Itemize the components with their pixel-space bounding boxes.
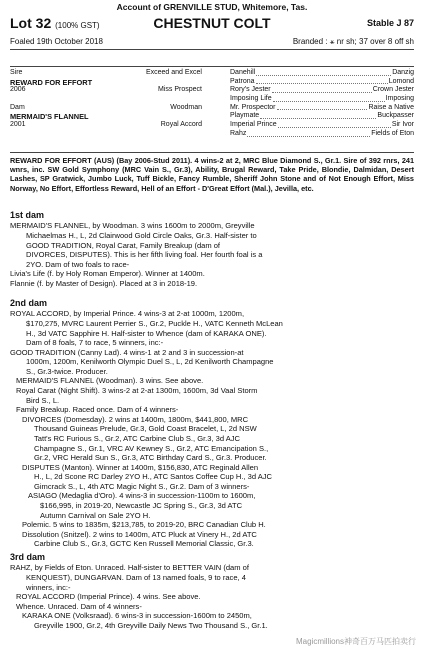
produce-record: MERMAID'S FLANNEL (Woodman). 3 wins. See above. <box>16 376 204 386</box>
leader-dots <box>256 78 388 85</box>
pedigree-row <box>230 130 414 139</box>
pedigree-parent-name: Woodman <box>170 103 202 111</box>
pedigree-row <box>10 95 202 104</box>
produce-record: Livia's Life (f. by Holy Roman Emperor). Winner at 1400m. <box>10 269 205 279</box>
pedigree-name: MERMAID'S FLANNEL <box>10 112 89 122</box>
first-dam-section <box>10 206 414 288</box>
grand-produce-record: Thousand Guineas Prelude, Gr.3, Gold Coast Bracelet, L, 2d NSW <box>34 424 257 434</box>
pedigree-parent-name: Raise a Native <box>368 103 414 111</box>
stable-number: Stable J 87 <box>366 18 414 28</box>
leader-dots <box>272 86 372 93</box>
pedigree-name: REWARD FOR EFFORT <box>10 77 93 87</box>
first-dam-line: Michaelmas H., L, 2d Clairwood Gold Circle Oaks, Gr.3. Half-sister to <box>26 231 257 240</box>
third-dam-line: RAHZ, by Fields of Eton. Unraced. Half-sister to BETTER VAIN (dam of <box>10 563 249 573</box>
grand-produce-record: Tatt's RC Furious S., Gr.2, ATC Carbine Club S., Gr.3, 3d AJC <box>34 433 240 443</box>
leader-dots <box>273 95 385 102</box>
pedigree-name: 2006 <box>10 86 26 94</box>
pedigree-row <box>10 112 202 121</box>
produce-record: S., Gr.3-twice. Producer. <box>26 366 108 376</box>
leader-dots <box>260 112 376 119</box>
pedigree-parent-name: Danzig <box>392 69 414 76</box>
pedigree-parent-name: Lomond <box>388 77 414 85</box>
sire-summary <box>10 156 414 193</box>
pedigree-name: Rahz <box>230 129 247 137</box>
divider <box>10 66 414 67</box>
pedigree-parent-name: Sir Ivor <box>391 121 414 129</box>
produce-record: Flannie (f. by Master of Design). Placed at 3 in 2018-19. <box>10 278 198 288</box>
lot-header <box>10 15 414 35</box>
grand-produce-record: KARAKA ONE (Volksraad). 6 wins-3 in succession-1600m to 2450m, <box>22 611 252 621</box>
pedigree-name: Patrona <box>230 77 255 85</box>
third-dam-line: KENQUEST), DUNGARVAN. Dam of 13 named foals, 9 to race, 4 <box>26 573 246 582</box>
produce-record: Bird S., L. <box>26 395 60 405</box>
second-dam-section <box>10 294 414 549</box>
pedigree-parent-name: Fields of Eton <box>371 129 414 137</box>
first-dam-line: 2YO. Dam of two foals to race- <box>26 259 130 269</box>
grand-produce-record: Gr.2, VRC Herald Sun S., Gr.3, ATC Birthday Card S., Gr.3. Producer. <box>34 453 267 463</box>
pedigree-row <box>10 104 202 113</box>
grand-produce-record: Polemic. 5 wins to 1835m, $213,785, to 2019-20, BRC Canadian Club H. <box>22 520 266 530</box>
sire-summary-text: REWARD FOR EFFORT (AUS) (Bay 2006-Stud 2011). 4 wins-2 at 2, MRC Blue Diamond S., Gr.1. Sire of 392 rnrs, 241 wnrs, inc. SW Gold Symphony (MRC Vain S., Gr.3), Ability, Brugal Reward, Take Pride, Blondie, Dalmidan, Desert Lashes, SP Gratwick, Jumbo Luck, Tuff Bickle, Fancy Rumble, Sheriff John Stone and of Not Enough Effort, Miss Norway, No Effort, Effortless Reward, Hell of an Effort - D'Great Effort (Mal.), Jevilla, etc. <box>10 156 414 193</box>
foaled-date: Foaled 19th October 2018 <box>10 37 103 46</box>
vendor-account: Account of GRENVILLE STUD, Whitemore, Tas. <box>116 2 308 12</box>
pedigree-parent-name: Crown Jester <box>372 86 414 94</box>
produce-record: Whence. Unraced. Dam of 4 winners- <box>16 601 142 611</box>
great-grand-produce-record: Autumn Carnival on Sale 2YO H. <box>40 510 151 520</box>
third-dam-heading: 3rd dam <box>10 552 46 562</box>
pedigree-grandparents-column <box>230 69 414 139</box>
first-dam-heading: 1st dam <box>10 210 45 220</box>
leader-dots <box>278 121 391 128</box>
pedigree-name: Dam <box>10 103 25 111</box>
gst-note: (100% GST) <box>55 21 100 30</box>
great-grand-produce-record: ASIAGO (Medaglia d'Oro). 4 wins-3 in succession-1100m to 1600m, <box>28 491 256 501</box>
grand-produce-record: Gimcrack S., L, 4th ATC Magic Night S., Gr.2. Dam of 3 winners- <box>34 481 250 491</box>
second-dam-line: ROYAL ACCORD, by Imperial Prince. 4 wins-3 at 2-at 1000m, 1200m, <box>10 309 245 319</box>
grand-produce-record: H., L, 2d Scone RC Darley 2YO H., ATC Santos Coffee Cup H., 3d AJC <box>34 472 272 482</box>
pedigree-row <box>230 86 414 95</box>
divider <box>10 49 414 50</box>
pedigree-parent-name: Exceed and Excel <box>145 69 202 76</box>
pedigree-row <box>10 121 202 130</box>
produce-record: Royal Carat (Night Shift). 3 wins-2 at 2-at 1300m, 1600m, 3d Vaal Storm <box>16 386 258 396</box>
pedigree-parent-name: Miss Prospect <box>158 86 202 94</box>
pedigree-row <box>10 86 202 95</box>
pedigree-row <box>230 95 414 104</box>
pedigree-name: Mr. Prospector <box>230 103 276 111</box>
first-dam-line: MERMAID'S FLANNEL, by Woodman. 3 wins 1600m to 2000m, Greyville <box>10 221 255 231</box>
produce-record: ROYAL ACCORD (Imperial Prince). 4 wins. See above. <box>16 592 201 602</box>
pedigree-row <box>230 104 414 113</box>
pedigree-row <box>10 130 202 139</box>
lot-number: Lot 32 (100% GST) <box>10 15 100 31</box>
produce-record: GOOD TRADITION (Canny Lad). 4 wins-1 at 2 and 3 in succession-at <box>10 347 244 357</box>
second-dam-line: $170,275, MVRC Laurent Perrier S., Gr.2, Puckle H., VATC Kenneth McLean <box>26 319 283 328</box>
pedigree-row <box>230 121 414 130</box>
pedigree-name: Playmate <box>230 112 260 120</box>
grand-produce-record: Dissolution (Snitzel). 2 wins to 1400m, ATC Pluck at Vinery H., 2d ATC <box>22 529 257 539</box>
first-dam-line: DIVORCES, DISPUTES). This is her fifth living foal. Her fourth foal is a <box>26 250 263 260</box>
pedigree-parent-name: Royal Accord <box>160 121 202 129</box>
pedigree-table <box>10 69 414 151</box>
pedigree-sire-dam-column <box>10 69 202 139</box>
pedigree-name: Imposing Life <box>230 95 272 103</box>
pedigree-name: Sire <box>10 69 23 76</box>
watermark: Magicmillions神奇百万马匹拍卖行 <box>295 637 416 646</box>
third-dam-line: winners, inc:- <box>26 582 71 592</box>
divider <box>10 152 414 153</box>
leader-dots <box>277 104 368 111</box>
pedigree-name: Danehill <box>230 69 256 76</box>
pedigree-parent-name: Imposing <box>385 95 414 103</box>
pedigree-row <box>230 78 414 87</box>
leader-dots <box>256 69 391 76</box>
grand-produce-record: DIVORCES (Domesday). 2 wins at 1400m, 1800m, $441,800, MRC <box>22 414 249 424</box>
leader-dots <box>247 130 370 137</box>
grand-produce-record: Champagne S., Gr.1, VRC AV Kewney S., Gr.2, ATC Emancipation S., <box>34 443 269 453</box>
pedigree-row <box>10 78 202 87</box>
great-grand-produce-record: $166,995, in 2019-20, Newcastle JC Spring S., Gr.3, 3d ATC <box>40 500 243 510</box>
pedigree-row <box>230 69 414 78</box>
second-dam-line: H., 3d VATC Sapphire H. Half-sister to Whence (dam of KARAKA ONE). <box>26 328 267 338</box>
pedigree-name: Rory's Jester <box>230 86 271 94</box>
second-dam-line: Dam of 8 foals, 7 to race, 5 winners, inc:- <box>26 338 164 348</box>
produce-record: Family Breakup. Raced once. Dam of 4 winners- <box>16 405 179 415</box>
grand-produce-record: DISPUTES (Manton). Winner at 1400m, $156,830, ATC Reginald Allen <box>22 462 259 472</box>
second-dam-heading: 2nd dam <box>10 298 48 308</box>
pedigree-row <box>10 69 202 78</box>
pedigree-parent-name: Buckpasser <box>377 112 414 120</box>
pedigree-name: 2001 <box>10 121 26 129</box>
grand-produce-record: Carbine Club S., Gr.3, GCTC Ken Russell Memorial Classic, Gr.3. <box>34 539 254 549</box>
first-dam-line: GOOD TRADITION, Royal Carat, Family Breakup (dam of <box>26 240 221 250</box>
lot-title: CHESTNUT COLT <box>153 15 271 31</box>
pedigree-name: Imperial Prince <box>230 121 277 129</box>
brand-info: Branded : ⚹ nr sh; 37 over 8 off sh <box>292 37 414 46</box>
grand-produce-record: Greyville 1900, Gr.2, 4th Greyville Daily News Two Thousand S., Gr.1. <box>34 620 268 630</box>
pedigree-row <box>230 112 414 121</box>
produce-record: 1000m, 1200m, Kenilworth Olympic Duel S., L, 2d Kenilworth Champagne <box>26 357 274 367</box>
third-dam-section <box>10 548 414 630</box>
